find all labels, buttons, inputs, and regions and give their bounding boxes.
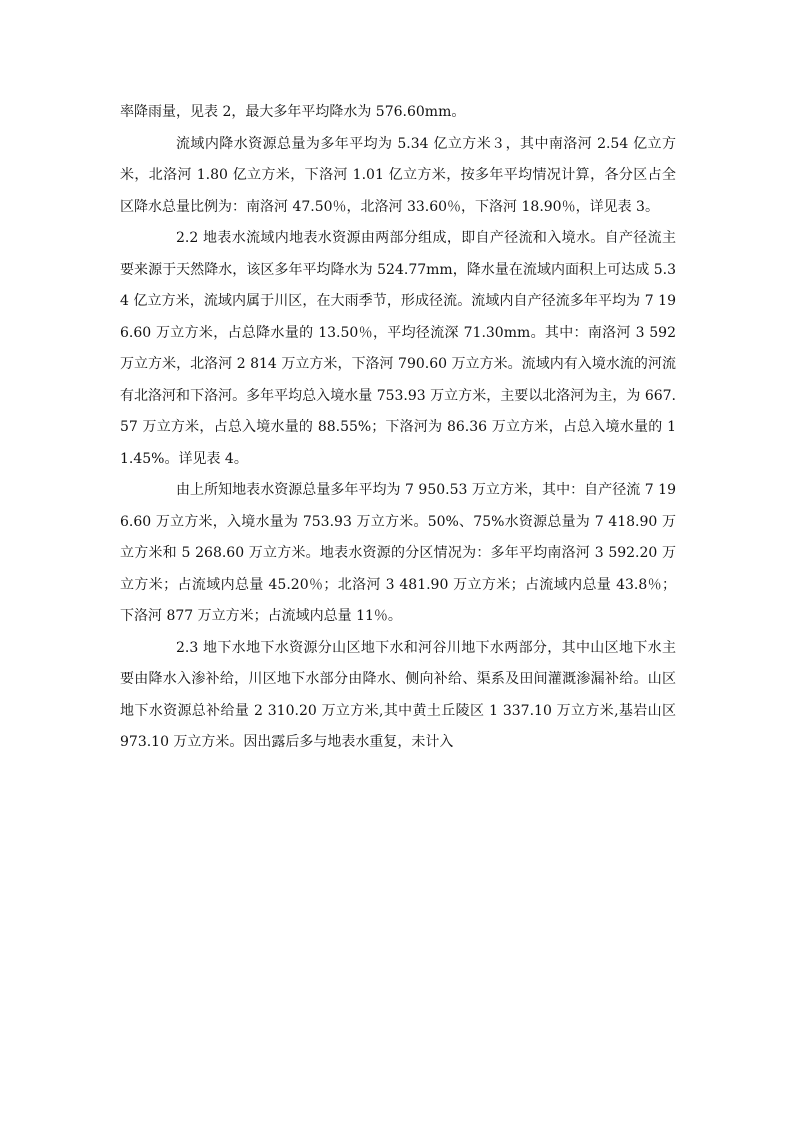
paragraph-surface-water: 2.2 地表水流域内地表水资源由两部分组成，即自产径流和入境水。自产径流主要来源于天然降水，该区多年平均降水为 524.77mm，降水量在流域内面积上可达成 5.34 亿立方米，流域内属于川区，在大雨季节，形成径流。流域内自产径流多年平均为 7 196.60 万立方米，占总降水量的 13.50％，平均径流深 71.30mm。其中：南洛河 3 592 万立方米，北洛河 2 814 万立方米，下洛河 790.60 万立方米。流域内有入境水流的河流有北洛河和下洛河。多年平均总入境水量 753.93 万立方米，主要以北洛河为主，为 667.57 万立方米，占总入境水量的 88.55%；下洛河为 86.36 万立方米，占总入境水量的 11.45%。详见表 4。 [120,230,676,467]
paragraph-surface-water-total: 由上所知地表水资源总量多年平均为 7 950.53 万立方米，其中：自产径流 7 196.60 万立方米，入境水量为 753.93 万立方米。50%、75%水资源总量为 7 418.90 万立方米和 5 268.60 万立方米。地表水资源的分区情况为：多年平均南洛河 3 592.20 万立方米；占流域内总量 45.20％；北洛河 3 481.90 万立方米；占流域内总量 43.8％；下洛河 877 万立方米；占流域内总量 11％。 [120,482,676,624]
document-page [120,97,676,759]
paragraph-precipitation-total: 流域内降水资源总量为多年平均为 5.34 亿立方米３，其中南洛河 2.54 亿立方米，北洛河 1.80 亿立方米，下洛河 1.01 亿立方米，按多年平均情况计算，各分区占全区降水总量比例为：南洛河 47.50％，北洛河 33.60％，下洛河 18.90％，详见表 3。 [120,135,676,215]
paragraph-rainfall-max: 率降雨量，见表 2，最大多年平均降水为 576.60mm。 [120,104,466,120]
paragraph-groundwater: 2.3 地下水地下水资源分山区地下水和河谷川地下水两部分，其中山区地下水主要由降水入渗补给，川区地下水部分由降水、侧向补给、渠系及田间灌溉渗漏补给。山区地下水资源总补给量 2 310.20 万立方米,其中黄土丘陵区 1 337.10 万立方米,基岩山区 973.10 万立方米。因出露后多与地表水重复，未计入 [120,639,676,750]
